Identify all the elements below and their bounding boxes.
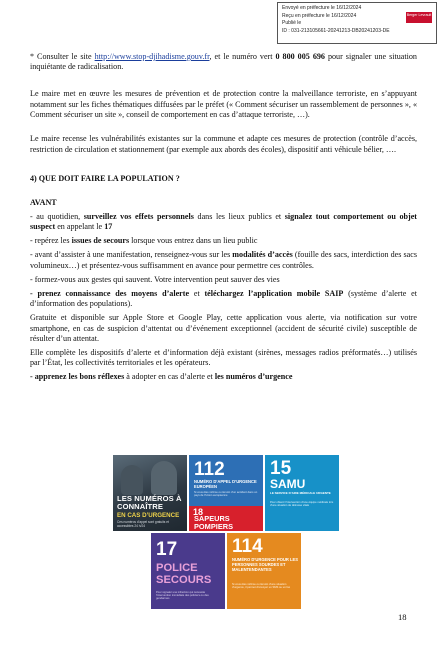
label-114: NUMÉRO D’URGENCE POUR LES PERSONNES SOURDES ET MALENTENDANTES xyxy=(232,557,298,572)
person-silhouette-icon xyxy=(121,465,143,495)
tile-114 xyxy=(227,533,301,609)
tile-15 xyxy=(265,455,339,531)
section-heading: 4) QUE DOIT FAIRE LA POPULATION ? xyxy=(30,173,180,183)
number-18: 18 xyxy=(193,507,204,517)
tile-photo-title: LES NUMÉROS À CONNAÎTRE xyxy=(117,494,182,512)
number-112: 112 xyxy=(194,459,225,480)
document-body xyxy=(30,52,417,386)
desc-17: Pour signaler une infraction qui nécessite l’intervention immédiate des policiers ou des gendarmes xyxy=(156,591,209,601)
prefecture-stamp xyxy=(277,2,437,44)
tile-18-band xyxy=(189,506,263,531)
label-112: NUMÉRO D’APPEL D’URGENCE EUROPÉEN xyxy=(194,479,257,489)
number-114: 114 xyxy=(232,536,263,557)
stamp-line-sent: Envoyé en préfecture le 16/12/2024 xyxy=(282,5,362,11)
person-silhouette-icon xyxy=(151,461,177,495)
stamp-line-id: ID : 031-213105661-20241213-DB20241203-DE xyxy=(282,27,390,34)
subheading-avant: AVANT xyxy=(30,197,57,207)
stamp-line-published: Publié le xyxy=(282,20,302,27)
number-15: 15 xyxy=(270,458,292,479)
emergency-numbers-graphic xyxy=(113,455,339,609)
label-pompiers: SAPEURS POMPIERS xyxy=(194,514,234,531)
bullet-issues-secours: - repérez les issues de secours lorsque vous entrez dans un lieu public xyxy=(30,236,258,246)
paragraph-radicalisation: * Consulter le site http://www.stop-djihadisme.gouv.fr, et le numéro vert 0 800 005 696 pour signaler une situation inquiétante de radicalisation. xyxy=(30,52,417,72)
page-number: 18 xyxy=(398,612,407,622)
label-samu: SAMU xyxy=(270,477,306,491)
tile-photo-caption: Ces numéros d’appel sont gratuits et accessibles 24 h/24 xyxy=(117,520,169,528)
label-police-secours: POLICE SECOURS xyxy=(156,562,212,586)
paragraph-dispositifs: Elle complète les dispositifs d’alerte et d’information déjà existant (sirènes, messages radios préformatés…) utilisés par l’État, les collectivités territoriales et les opérateurs. xyxy=(30,348,417,368)
tile-112 xyxy=(189,455,263,531)
bullet-reflexes: - apprenez les bons réflexes à adopter en cas d’alerte et les numéros d’urgence xyxy=(30,372,293,382)
tile-photo-subtitle: EN CAS D’URGENCE xyxy=(117,512,180,519)
tile-17 xyxy=(151,533,225,609)
bullet-manifestation: - avant d’assister à une manifestation, renseignez-vous sur les modalités d’accès (fouille des sacs, interdiction des sacs volumineux…) et présentez-vous suffisamment en avance pour permettre ces contrôles. xyxy=(30,250,417,270)
stamp-line-received: Reçu en préfecture le 16/12/2024 xyxy=(282,12,357,19)
tile-photo xyxy=(113,455,187,531)
number-17: 17 xyxy=(156,539,178,560)
bullet-saip: - prenez connaissance des moyens d’alerte et téléchargez l’application mobile SAIP (système d’alerte et d’information des populations). xyxy=(30,288,418,309)
desc-112: Si vous êtes victime ou témoin d’un accident dans un pays de l’Union européenne xyxy=(194,491,258,498)
paragraph-mesures: Le maire met en œuvre les mesures de prévention et de protection contre la malveillance terroriste, en s’appuyant notamment sur les fiches thématiques diffusées par le préfet (« Comment sécuriser un rassemblement de personnes », « Comment sécuriser un site », conseil de comportement en cas d’attaque terroriste, …). xyxy=(30,89,417,120)
bullet-quotidien: - au quotidien, surveillez vos effets personnels dans les lieux publics et signalez tout comportement ou objet suspect en appelant le 17 xyxy=(30,212,417,232)
desc-15: Pour obtenir l’intervention d’une équipe médicale lors d’une situation de détresse vitale xyxy=(270,501,334,508)
desc-114: Si vous êtes victime ou témoin d’une situation d’urgence, il permet d’envoyer un SMS ou un fax xyxy=(232,583,291,590)
sub-samu: LE SERVICE D’AIDE MÉDICALE URGENTE xyxy=(270,491,331,495)
stamp-logo: Berger Levrault xyxy=(406,12,432,23)
stop-djihadisme-link[interactable]: http://www.stop-djihadisme.gouv.fr xyxy=(94,52,210,61)
paragraph-saip-app: Gratuite et disponible sur Apple Store et Google Play, cette application vous alerte, via notification sur votre smartphone, en cas de suspicion d’attentat ou d’événement exceptionnel (accident de sécurité civile) susceptible de résulter d’un attentat. xyxy=(30,313,417,344)
bullet-gestes: - formez-vous aux gestes qui sauvent. Votre intervention peut sauver des vies xyxy=(30,274,280,284)
green-number: 0 800 005 696 xyxy=(275,52,325,61)
paragraph-vulnerabilites: Le maire recense les vulnérabilités existantes sur la commune et adapte ces mesures de protection (contrôle d’accès, restriction de circulation et stationnement (par exemple aux abords des écoles), dispositif anti véhicule bélier, …. xyxy=(30,134,417,154)
